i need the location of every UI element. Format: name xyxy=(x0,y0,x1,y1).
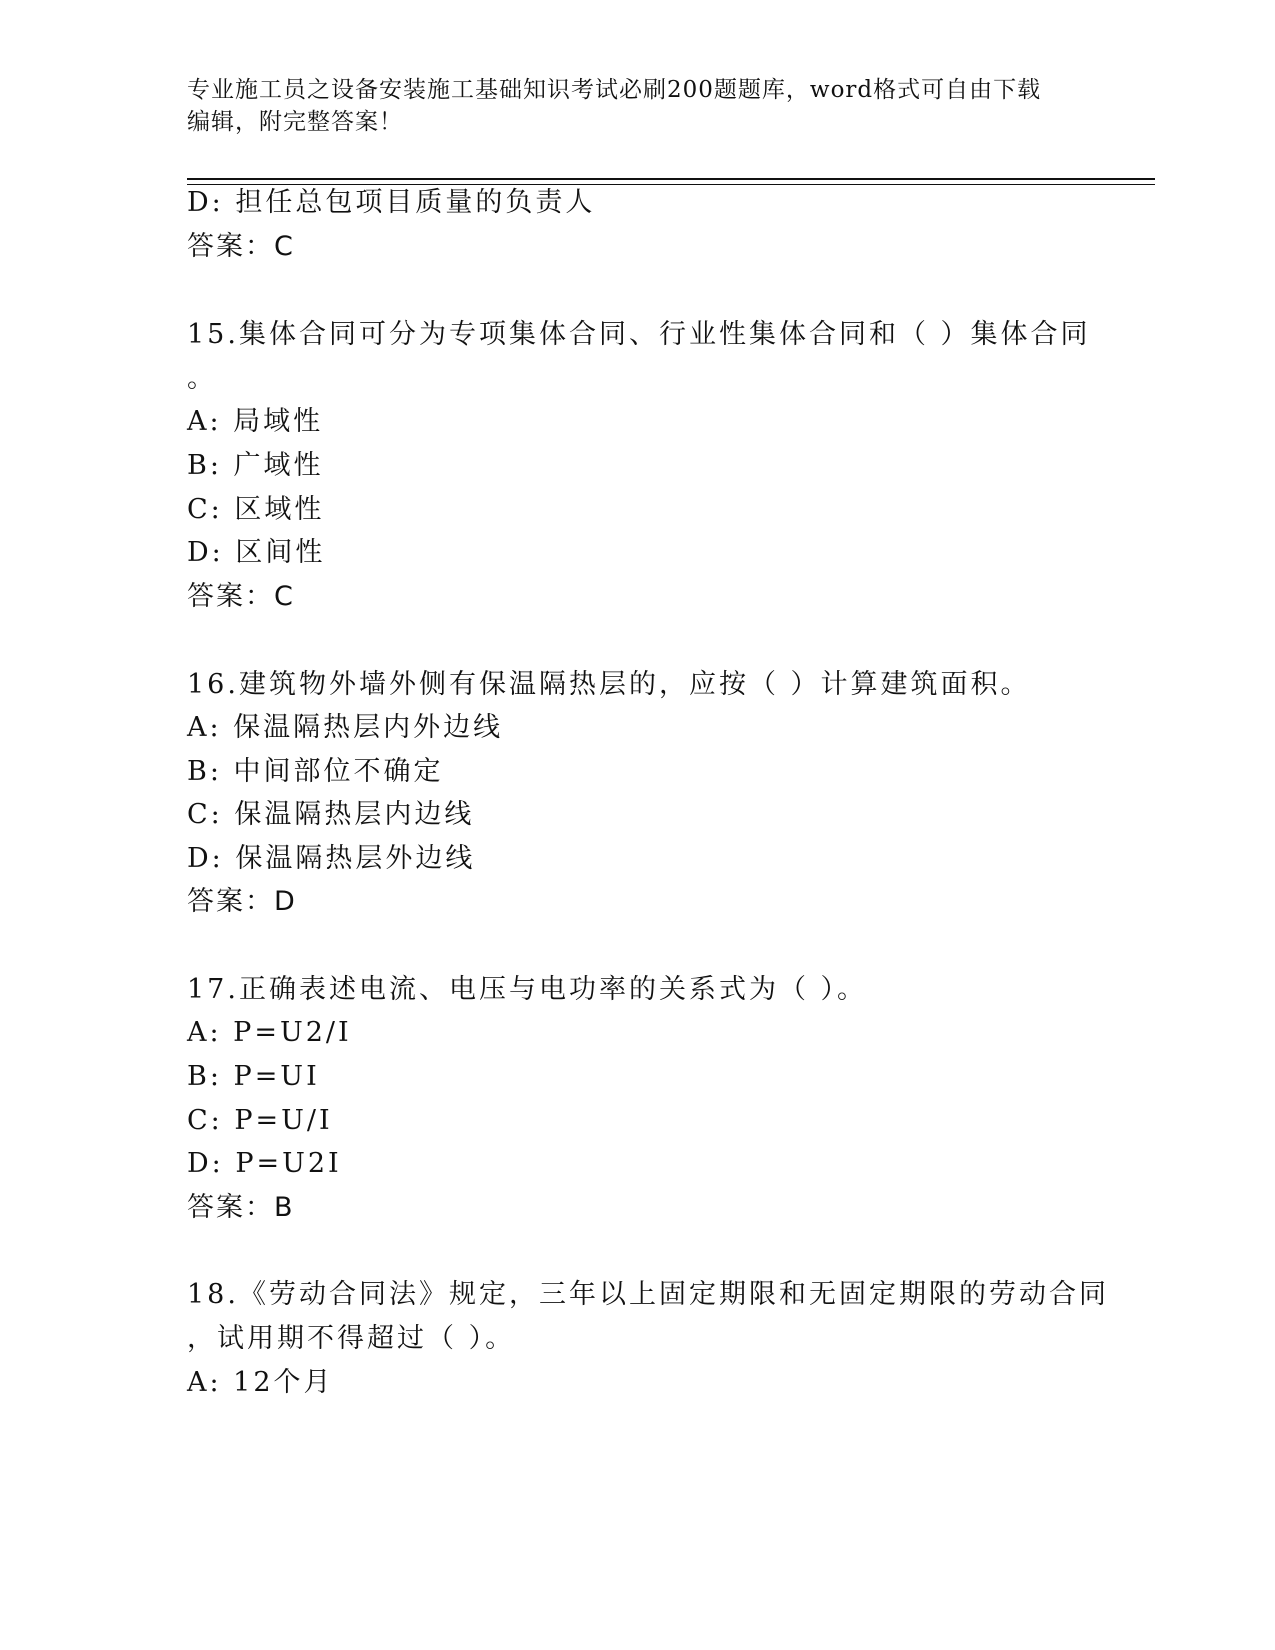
q17-stem: 17.正确表述电流、电压与电功率的关系式为（ ）。 xyxy=(187,974,868,1005)
q17-answer: 答案：B xyxy=(187,1192,295,1223)
q16-answer: 答案：D xyxy=(187,886,297,917)
q16-option-a: A: 保温隔热层内外边线 xyxy=(187,712,504,743)
prev-option-d: D: 担任总包项目质量的负责人 xyxy=(187,187,596,218)
document-header xyxy=(187,74,1087,138)
q18-stem: 18.《劳动合同法》规定，三年以上固定期限和无固定期限的劳动合同 xyxy=(187,1279,1109,1310)
header-line-2: 编辑，附完整答案！ xyxy=(187,109,403,135)
q15-answer: 答案：C xyxy=(187,581,295,612)
q18-option-a: A: 12个月 xyxy=(187,1367,334,1398)
q15-stem: 15.集体合同可分为专项集体合同、行业性集体合同和（ ）集体合同 xyxy=(187,319,1091,350)
q17-option-b: B: P=UI xyxy=(187,1061,320,1092)
header-line-1: 专业施工员之设备安装施工基础知识考试必刷200题题库，word格式可自由下载 xyxy=(187,77,1042,103)
q17-option-c: C: P=U/I xyxy=(187,1105,333,1136)
q16-option-c: C: 保温隔热层内边线 xyxy=(187,799,475,830)
q16-stem: 16.建筑物外墙外侧有保温隔热层的，应按（ ）计算建筑面积。 xyxy=(187,669,1031,700)
header-divider-thick xyxy=(187,178,1155,180)
q15-option-b: B: 广域性 xyxy=(187,450,324,481)
q16-option-d: D: 保温隔热层外边线 xyxy=(187,843,476,874)
q15-stem-cont: 。 xyxy=(187,363,217,394)
q16-option-b: B: 中间部位不确定 xyxy=(187,756,444,787)
prev-answer: 答案：C xyxy=(187,231,295,262)
q15-option-a: A: 局域性 xyxy=(187,406,324,437)
q15-option-d: D: 区间性 xyxy=(187,537,326,568)
header-divider-thin xyxy=(187,184,1155,185)
q17-option-a: A: P=U2/I xyxy=(187,1017,352,1048)
q18-stem-cont: ，试用期不得超过（ ）。 xyxy=(187,1323,516,1354)
q15-option-c: C: 区域性 xyxy=(187,494,325,525)
q17-option-d: D: P=U2I xyxy=(187,1148,342,1179)
